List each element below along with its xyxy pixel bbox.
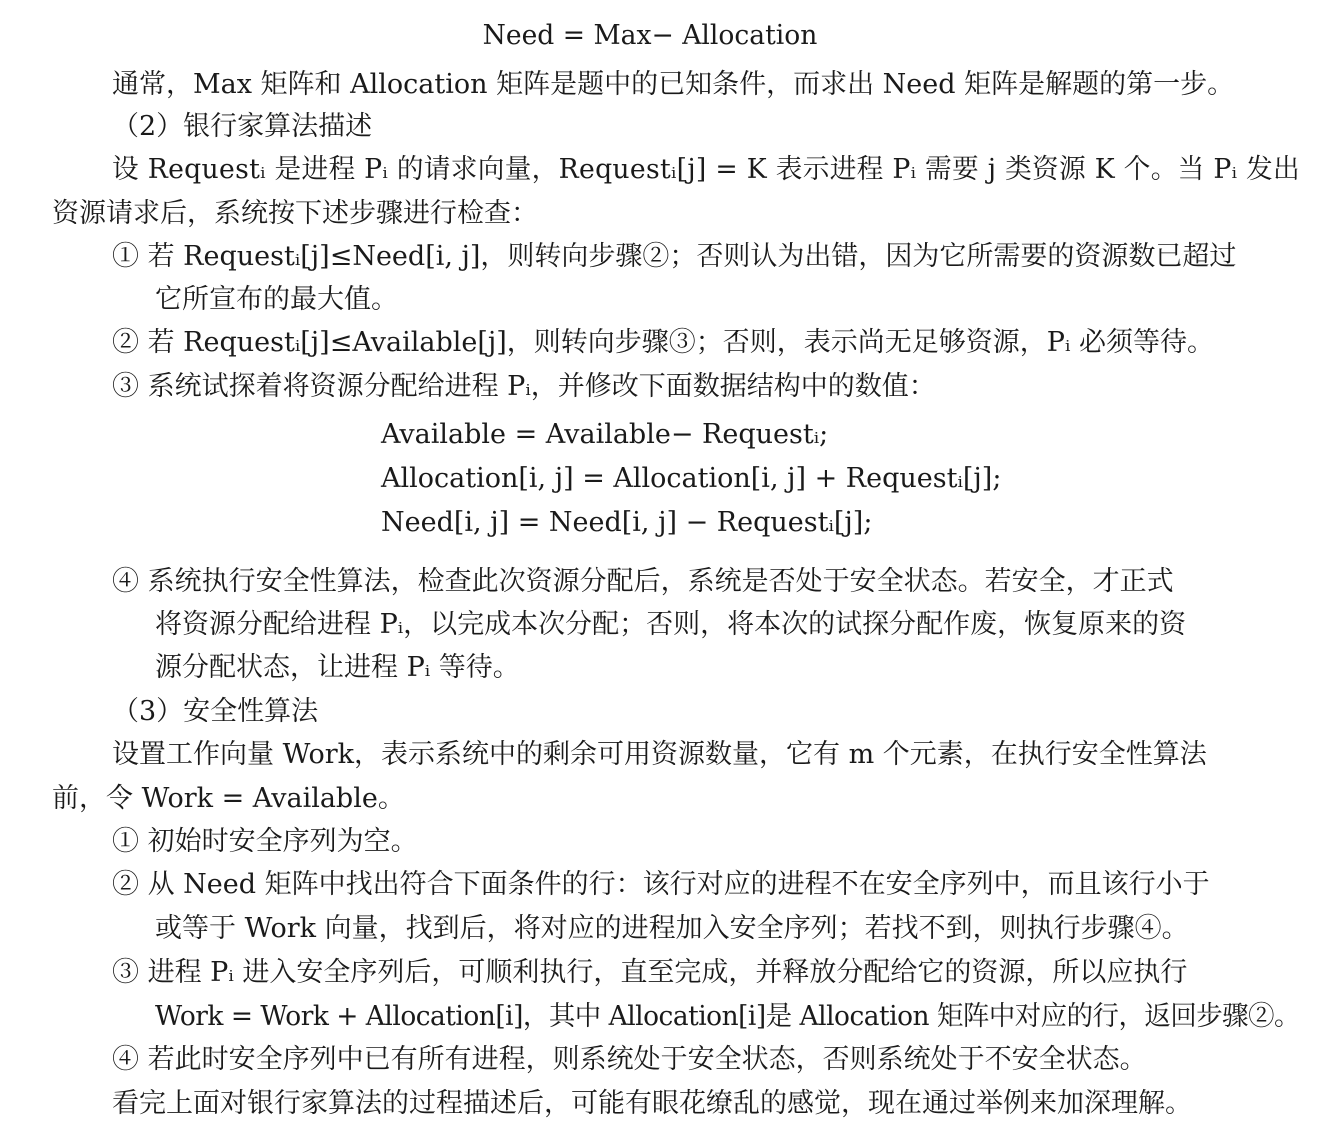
banker-step-2: ② 若 Requestᵢ[j]≤Available[j]，则转向步骤③；否则，表示尚无足够资源，Pᵢ 必须等待。: [112, 327, 1214, 358]
banker-step-3: ③ 系统试探着将资源分配给进程 Pᵢ，并修改下面数据结构中的数值：: [112, 371, 936, 402]
formula-need: Need = Max− Allocation: [482, 20, 818, 51]
heading-banker-algorithm: （2）银行家算法描述: [112, 111, 373, 142]
paragraph-work-line-1: 设置工作向量 Work，表示系统中的剩余可用资源数量，它有 m 个元素，在执行安全性算法: [112, 739, 1207, 770]
banker-step-1-line-2: 它所宣布的最大值。: [155, 284, 398, 315]
safety-step-2-line-1: ② 从 Need 矩阵中找出符合下面条件的行：该行对应的进程不在安全序列中，而且该行小于: [112, 869, 1210, 900]
paragraph-request-line-2: 资源请求后，系统按下述步骤进行检查：: [52, 198, 538, 229]
banker-step-1-line-1: ① 若 Requestᵢ[j]≤Need[i, j]，则转向步骤②；否则认为出错，因为它所需要的资源数已超过: [112, 241, 1237, 272]
paragraph-conclusion: 看完上面对银行家算法的过程描述后，可能有眼花缭乱的感觉，现在通过举例来加深理解。: [112, 1088, 1192, 1119]
paragraph-intro: 通常，Max 矩阵和 Allocation 矩阵是题中的已知条件，而求出 Need 矩阵是解题的第一步。: [112, 69, 1235, 100]
paragraph-work-line-2: 前，令 Work = Available。: [52, 783, 405, 814]
banker-step-4-line-3: 源分配状态，让进程 Pᵢ 等待。: [155, 652, 520, 683]
equation-need: Need[i, j] = Need[i, j] − Requestᵢ[j];: [381, 507, 873, 538]
banker-step-4-line-2: 将资源分配给进程 Pᵢ，以完成本次分配；否则，将本次的试探分配作废，恢复原来的资: [155, 609, 1187, 640]
heading-safety-algorithm: （3）安全性算法: [112, 696, 319, 727]
safety-step-3-line-1: ③ 进程 Pᵢ 进入安全序列后，可顺利执行，直至完成，并释放分配给它的资源，所以应执行: [112, 957, 1188, 988]
banker-step-4-line-1: ④ 系统执行安全性算法，检查此次资源分配后，系统是否处于安全状态。若安全，才正式: [112, 566, 1174, 597]
safety-step-3-line-2: Work = Work + Allocation[i]，其中 Allocation[i]是 Allocation 矩阵中对应的行，返回步骤②。: [155, 1001, 1300, 1032]
safety-step-2-line-2: 或等于 Work 向量，找到后，将对应的进程加入安全序列；若找不到，则执行步骤④。: [155, 913, 1189, 944]
safety-step-4: ④ 若此时安全序列中已有所有进程，则系统处于安全状态，否则系统处于不安全状态。: [112, 1044, 1147, 1075]
paragraph-request-line-1: 设 Requestᵢ 是进程 Pᵢ 的请求向量，Requestᵢ[j] = K 表示进程 Pᵢ 需要 j 类资源 K 个。当 Pᵢ 发出: [112, 154, 1300, 185]
safety-step-1: ① 初始时安全序列为空。: [112, 826, 418, 857]
equation-allocation: Allocation[i, j] = Allocation[i, j] + Requestᵢ[j];: [381, 463, 1002, 494]
equation-available: Available = Available− Requestᵢ;: [381, 419, 829, 450]
